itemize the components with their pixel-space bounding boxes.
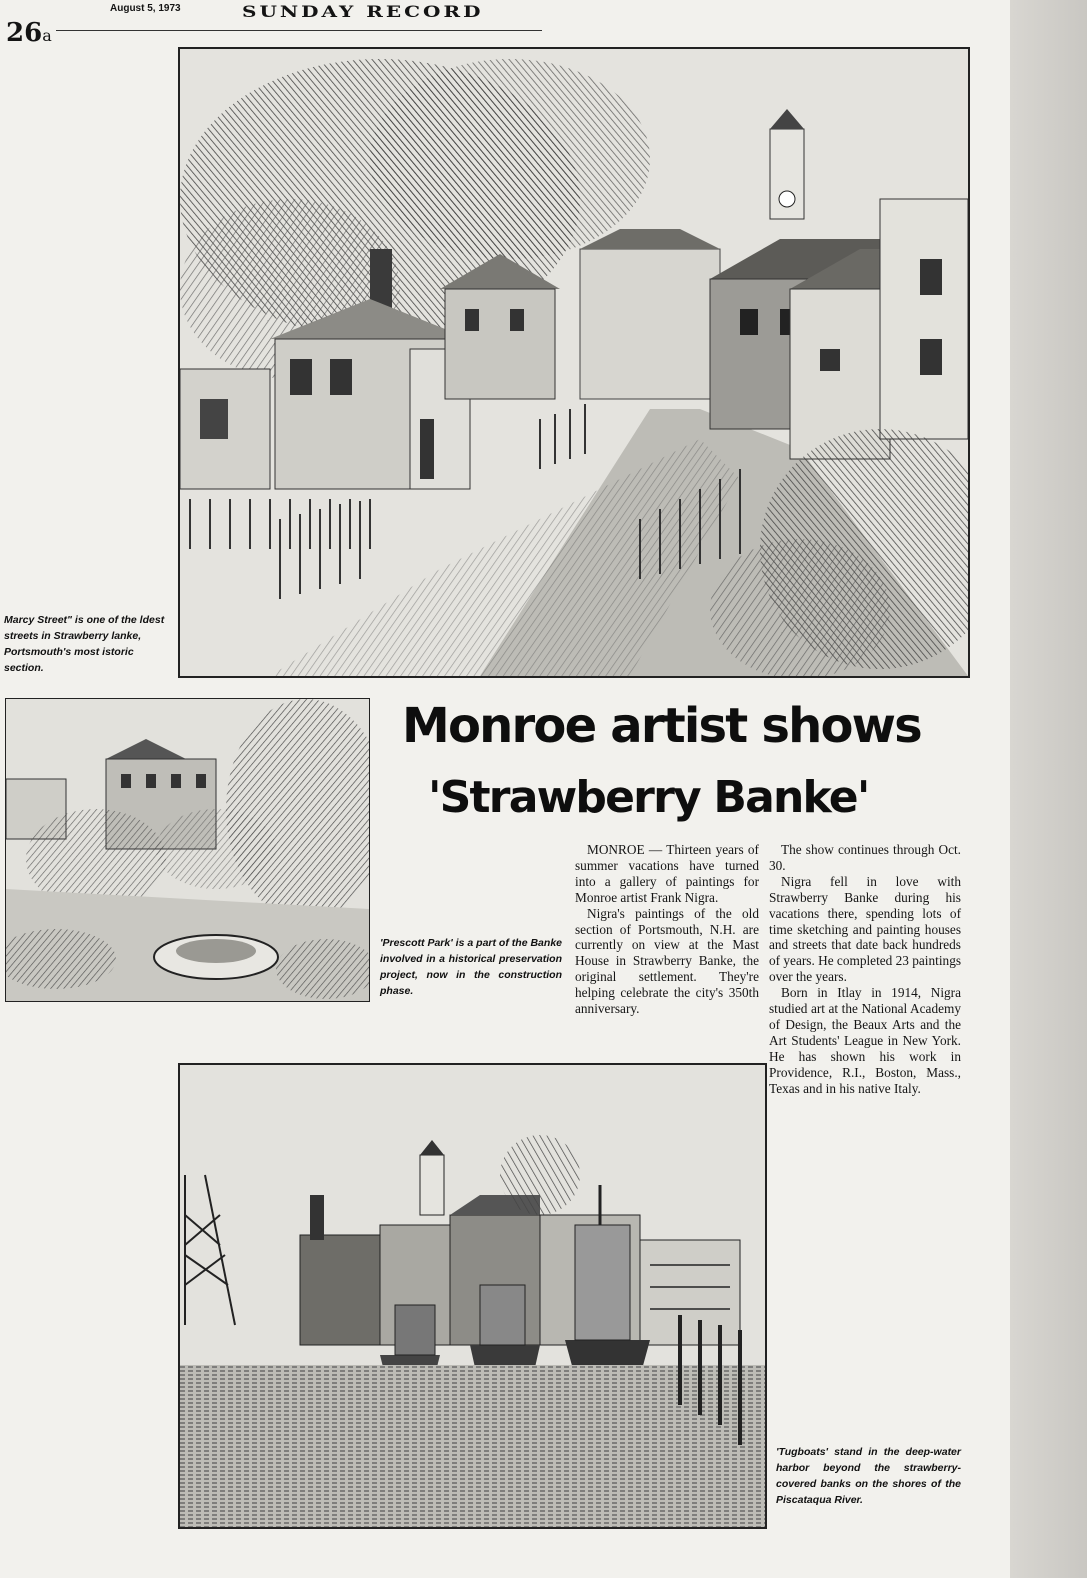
marcy-street-painting — [178, 47, 970, 678]
marcy-street-caption: Marcy Street" is one of the ldest streets in Strawberry lanke, Portsmouth's most istoric section. — [4, 614, 165, 674]
page-number: 26a — [6, 18, 52, 48]
paragraph: Born in Itlay in 1914, Nigra studied art at the National Academy of Design, the Beaux Arts and the Art Students' League in New York. He has shown his work in Providence, R.I., Boston, Mass., Texas and in his native Italy. — [769, 985, 961, 1096]
issue-date: August 5, 1973 — [110, 3, 181, 14]
paragraph: MONROE — Thirteen years of summer vacations have turned into a gallery of paintings for Monroe artist Frank Nigra. — [575, 842, 759, 905]
prescott-park-painting — [5, 698, 370, 1002]
page-number-suffix: a — [42, 26, 52, 45]
paragraph: Nigra fell in love with Strawberry Banke during his vacations there, spending lots of time sketching and painting houses and streets that date back hundreds of years. He completed 23 paintings over the years. — [769, 873, 962, 985]
paragraph: Nigra's paintings of the old section of Portsmouth, N.H. are currently on view at the Mast House in Strawberry Banke, the original settlement. They're helping celebrate the city's 350th anniversary. — [575, 905, 759, 1017]
headline-line-2: 'Strawberry Banke' — [428, 772, 869, 823]
headline-line-1: Monroe artist shows — [402, 698, 921, 754]
article-column-2 — [769, 842, 961, 1097]
paragraph: The show continues through Oct. 30. — [769, 842, 961, 873]
tugboats-painting — [178, 1063, 767, 1529]
page-edge-shadow — [1010, 0, 1087, 1578]
article-column-1 — [575, 842, 759, 1017]
masthead-rule — [56, 30, 542, 31]
newspaper-masthead: SUNDAY RECORD — [242, 2, 484, 22]
tugboats-caption: 'Tugboats' stand in the deep-water harbor beyond the strawberry-covered banks on the shores of the Piscataqua River. — [776, 1446, 961, 1506]
prescott-park-caption: 'Prescott Park' is a part of the Banke involved in a historical preservation project, now in the construction phase. — [380, 937, 562, 997]
